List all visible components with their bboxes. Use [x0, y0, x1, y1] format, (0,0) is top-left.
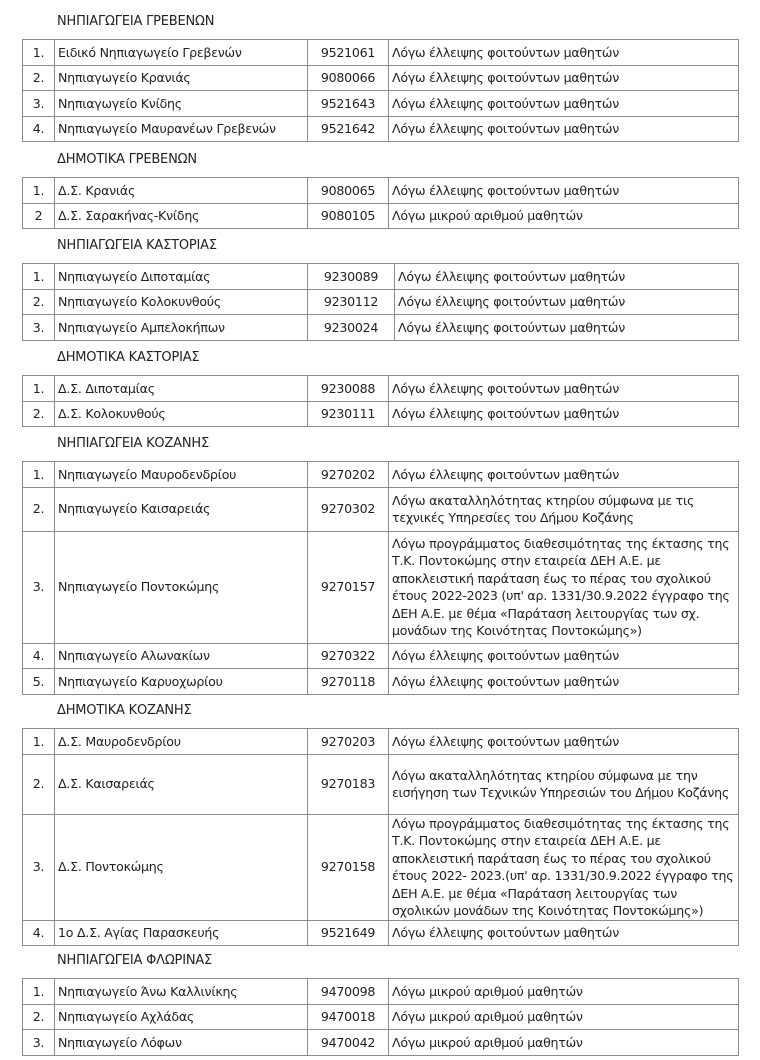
school-code: 9230111: [308, 401, 389, 427]
row-number: 3.: [23, 814, 55, 920]
table-row: [23, 669, 739, 695]
school-code: 9270157: [308, 531, 389, 643]
row-number: 2.: [23, 401, 55, 427]
school-name: Νηπιαγωγείο Αλωνακίων: [55, 643, 308, 669]
school-code: 9521061: [308, 40, 389, 66]
row-number: 4.: [23, 643, 55, 669]
school-name: Δ.Σ. Ποντοκώμης: [55, 814, 308, 920]
school-code: 9521643: [308, 91, 389, 117]
table-row: [23, 1030, 739, 1056]
school-name: Νηπιαγωγείο Κολοκυνθούς: [55, 289, 308, 315]
school-code: 9270158: [308, 814, 389, 920]
row-number: 1.: [23, 264, 55, 290]
schools-table: [22, 39, 739, 142]
closure-reason: Λόγω έλλειψης φοιτούντων μαθητών: [395, 264, 739, 290]
school-code: 9470098: [308, 979, 389, 1005]
closure-reason: Λόγω έλλειψης φοιτούντων μαθητών: [389, 462, 739, 488]
row-number: 2.: [23, 754, 55, 814]
school-code: 9080065: [308, 178, 389, 204]
row-number: 1.: [23, 178, 55, 204]
school-name: Δ.Σ. Μαυροδενδρίου: [55, 729, 308, 755]
school-name: Νηπιαγωγείο Καισαρειάς: [55, 487, 308, 531]
school-code: 9080066: [308, 65, 389, 91]
table-row: [23, 40, 739, 66]
closure-reason: Λόγω μικρού αριθμού μαθητών: [389, 979, 739, 1005]
row-number: 1.: [23, 729, 55, 755]
school-name: Νηπιαγωγείο Μαυρανέων Γρεβενών: [55, 116, 308, 142]
school-name: Νηπιαγωγείο Άνω Καλλινίκης: [55, 979, 308, 1005]
school-code: 9270302: [308, 487, 389, 531]
row-number: 3.: [23, 1030, 55, 1056]
row-number: 1.: [23, 462, 55, 488]
school-name: Νηπιαγωγείο Καρυοχωρίου: [55, 669, 308, 695]
school-name: Νηπιαγωγείο Αμπελοκήπων: [55, 315, 308, 341]
row-number: 2.: [23, 487, 55, 531]
row-number: 2.: [23, 1004, 55, 1030]
table-row: [23, 643, 739, 669]
closure-reason: Λόγω μικρού αριθμού μαθητών: [389, 203, 739, 229]
school-code: 9230088: [308, 376, 389, 402]
school-code: 9230024: [308, 315, 395, 341]
row-number: 4.: [23, 920, 55, 946]
table-row: [23, 462, 739, 488]
schools-table: [22, 978, 739, 1056]
closure-reason: Λόγω έλλειψης φοιτούντων μαθητών: [389, 91, 739, 117]
table-row: [23, 1004, 739, 1030]
closure-reason: Λόγω έλλειψης φοιτούντων μαθητών: [395, 315, 739, 341]
school-code: 9080105: [308, 203, 389, 229]
school-name: Νηπιαγωγείο Κρανιάς: [55, 65, 308, 91]
table-row: [23, 979, 739, 1005]
row-number: 3.: [23, 91, 55, 117]
school-code: 9230112: [308, 289, 395, 315]
table-row: [23, 920, 739, 946]
row-number: 1.: [23, 376, 55, 402]
closure-reason: Λόγω έλλειψης φοιτούντων μαθητών: [389, 178, 739, 204]
school-code: 9270202: [308, 462, 389, 488]
row-number: 3.: [23, 531, 55, 643]
school-code: 9470042: [308, 1030, 389, 1056]
schools-table: [22, 375, 739, 427]
table-row: [23, 178, 739, 204]
closure-reason: Λόγω έλλειψης φοιτούντων μαθητών: [389, 669, 739, 695]
school-code: 9521649: [308, 920, 389, 946]
table-row: [23, 814, 739, 920]
table-row: [23, 487, 739, 531]
closure-reason: Λόγω έλλειψης φοιτούντων μαθητών: [389, 376, 739, 402]
school-code: 9270183: [308, 754, 389, 814]
table-row: [23, 264, 739, 290]
table-row: [23, 65, 739, 91]
school-name: Νηπιαγωγείο Διποταμίας: [55, 264, 308, 290]
table-row: [23, 754, 739, 814]
row-number: 1.: [23, 979, 55, 1005]
closure-reason: Λόγω έλλειψης φοιτούντων μαθητών: [389, 116, 739, 142]
closure-reason: Λόγω μικρού αριθμού μαθητών: [389, 1004, 739, 1030]
schools-table: [22, 461, 739, 695]
table-row: [23, 401, 739, 427]
table-row: [23, 116, 739, 142]
table-row: [23, 203, 739, 229]
school-code: 9521642: [308, 116, 389, 142]
row-number: 2.: [23, 289, 55, 315]
school-name: Νηπιαγωγείο Λόφων: [55, 1030, 308, 1056]
school-code: 9270118: [308, 669, 389, 695]
row-number: 2.: [23, 65, 55, 91]
school-name: Δ.Σ. Σαρακήνας-Κνίδης: [55, 203, 308, 229]
section-title: ΝΗΠΙΑΓΩΓΕΙΑ ΓΡΕΒΕΝΩΝ: [57, 14, 215, 29]
table-row: [23, 531, 739, 643]
section-title: ΝΗΠΙΑΓΩΓΕΙΑ ΚΑΣΤΟΡΙΑΣ: [57, 238, 217, 253]
table-row: [23, 289, 739, 315]
table-row: [23, 91, 739, 117]
row-number: 4.: [23, 116, 55, 142]
school-name: Δ.Σ. Κολοκυνθούς: [55, 401, 308, 427]
row-number: 5.: [23, 669, 55, 695]
table-row: [23, 315, 739, 341]
section-title: ΔΗΜΟΤΙΚΑ ΚΟΖΑΝΗΣ: [57, 703, 192, 718]
table-row: [23, 376, 739, 402]
schools-table: [22, 728, 739, 946]
closure-reason: Λόγω ακαταλληλότητας κτηρίου σύμφωνα με την εισήγηση των Τεχνικών Υπηρεσιών του Δήμου Κοζάνης: [389, 754, 739, 814]
school-name: 1ο Δ.Σ. Αγίας Παρασκευής: [55, 920, 308, 946]
closure-reason: Λόγω έλλειψης φοιτούντων μαθητών: [389, 65, 739, 91]
schools-table: [22, 263, 739, 341]
school-name: Δ.Σ. Διποταμίας: [55, 376, 308, 402]
school-code: 9470018: [308, 1004, 389, 1030]
closure-reason: Λόγω έλλειψης φοιτούντων μαθητών: [389, 643, 739, 669]
school-name: Νηπιαγωγείο Κνίδης: [55, 91, 308, 117]
closure-reason: Λόγω έλλειψης φοιτούντων μαθητών: [389, 40, 739, 66]
row-number: 2: [23, 203, 55, 229]
school-name: Ειδικό Νηπιαγωγείο Γρεβενών: [55, 40, 308, 66]
school-name: Δ.Σ. Καισαρειάς: [55, 754, 308, 814]
row-number: 3.: [23, 315, 55, 341]
school-code: 9270322: [308, 643, 389, 669]
closure-reason: Λόγω ακαταλληλότητας κτηρίου σύμφωνα με τις τεχνικές Υπηρεσίες του Δήμου Κοζάνης: [389, 487, 739, 531]
table-row: [23, 729, 739, 755]
school-code: 9270203: [308, 729, 389, 755]
closure-reason: Λόγω έλλειψης φοιτούντων μαθητών: [395, 289, 739, 315]
closure-reason: Λόγω έλλειψης φοιτούντων μαθητών: [389, 401, 739, 427]
closure-reason: Λόγω προγράμματος διαθεσιμότητας της έκτασης της Τ.Κ. Ποντοκώμης στην εταιρεία ΔΕΗ Α.Ε. με αποκλειστική παράταση έως το πέρας του σχολικού έτους 2022-2023 (υπ' αρ. 1331/30.9.2022 έγγραφο της ΔΕΗ Α.Ε. με θέμα «Παράταση λειτουργίας των σχ. μονάδων της Κοινότητας Ποντοκώμης»): [389, 531, 739, 643]
school-name: Νηπιαγωγείο Αχλάδας: [55, 1004, 308, 1030]
school-name: Δ.Σ. Κρανιάς: [55, 178, 308, 204]
closure-reason: Λόγω έλλειψης φοιτούντων μαθητών: [389, 729, 739, 755]
school-name: Νηπιαγωγείο Ποντοκώμης: [55, 531, 308, 643]
section-title: ΝΗΠΙΑΓΩΓΕΙΑ ΚΟΖΑΝΗΣ: [57, 436, 209, 451]
schools-table: [22, 177, 739, 229]
row-number: 1.: [23, 40, 55, 66]
section-title: ΔΗΜΟΤΙΚΑ ΚΑΣΤΟΡΙΑΣ: [57, 350, 200, 365]
school-code: 9230089: [308, 264, 395, 290]
closure-reason: Λόγω προγράμματος διαθεσιμότητας της έκτασης της Τ.Κ. Ποντοκώμης στην εταιρεία ΔΕΗ Α.Ε. με αποκλειστική παράταση έως το πέρας του σχολικού έτους 2022- 2023.(υπ' αρ. 1331/30.9.2022 έγγραφο της ΔΕΗ Α.Ε. με θέμα «Παράταση λειτουργίας των σχολικών μονάδων της Κοινότητας Ποντοκώμης»): [389, 814, 739, 920]
section-title: ΔΗΜΟΤΙΚΑ ΓΡΕΒΕΝΩΝ: [57, 152, 197, 167]
closure-reason: Λόγω μικρού αριθμού μαθητών: [389, 1030, 739, 1056]
school-name: Νηπιαγωγείο Μαυροδενδρίου: [55, 462, 308, 488]
closure-reason: Λόγω έλλειψης φοιτούντων μαθητών: [389, 920, 739, 946]
section-title: ΝΗΠΙΑΓΩΓΕΙΑ ΦΛΩΡΙΝΑΣ: [57, 953, 213, 968]
